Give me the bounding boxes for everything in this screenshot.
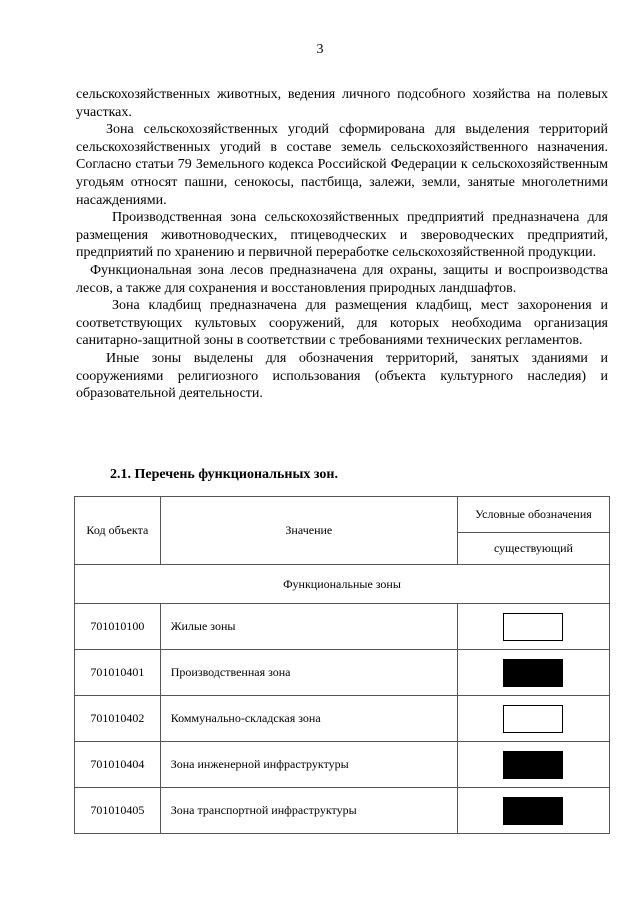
row-code: 701010402 (75, 696, 161, 742)
row-name: Производственная зона (160, 650, 457, 696)
header-existing: существующий (457, 533, 609, 565)
row-code: 701010405 (75, 788, 161, 834)
table-row (75, 696, 610, 742)
row-symbol (457, 650, 609, 696)
paragraph-3: Производственная зона сельскохозяйственных предприятий предназначена для размещения животноводческих, птицеводческих и звероводческих предприятий, предприятий по хранению и первичной переработке сельскохозяйственной продукции. (76, 210, 608, 261)
row-code: 701010404 (75, 742, 161, 788)
row-name: Зона транспортной инфраструктуры (160, 788, 457, 834)
row-symbol (457, 742, 609, 788)
legend-swatch (503, 705, 563, 733)
table-row (75, 788, 610, 834)
paragraph-2: Зона сельскохозяйственных угодий сформирована для выделения территорий сельскохозяйственных угодий в составе земель сельскохозяйственного назначения. Согласно статьи 79 Земельного кодекса Российской Федерации к сельскохозяйственным угодьям относят пашни, сенокосы, пастбища, залежи, земли, занятые многолетними насаждениями. (76, 122, 608, 208)
table-row (75, 742, 610, 788)
body-text (76, 86, 608, 403)
header-value: Значение (160, 497, 457, 565)
row-symbol (457, 788, 609, 834)
paragraph-6: Иные зоны выделены для обозначения территорий, занятых зданиями и сооружениями религиозного использования (объекта культурного наследия) и образовательной деятельности. (76, 350, 608, 402)
row-code: 701010401 (75, 650, 161, 696)
section-title: 2.1. Перечень функциональных зон. (110, 467, 338, 482)
zones-table (74, 496, 610, 834)
table-row (75, 604, 610, 650)
header-symbols: Условные обозначения (457, 497, 609, 533)
row-symbol (457, 604, 609, 650)
legend-swatch (503, 613, 563, 641)
page-number: 3 (316, 42, 324, 57)
row-code: 701010100 (75, 604, 161, 650)
paragraph-1: сельскохозяйственных животных, ведения личного подсобного хозяйства на полевых участках. (76, 87, 608, 120)
row-name: Зона инженерной инфраструктуры (160, 742, 457, 788)
row-symbol (457, 696, 609, 742)
group-title: Функциональные зоны (75, 565, 610, 604)
table-row (75, 650, 610, 696)
paragraph-5: Зона кладбищ предназначена для размещения кладбищ, мест захоронения и соответствующих культовых сооружений, для которых необходима организация санитарно-защитной зоны в соответствии с требованиями технических регламентов. (76, 298, 608, 349)
row-name: Жилые зоны (160, 604, 457, 650)
row-name: Коммунально-складская зона (160, 696, 457, 742)
legend-swatch (503, 797, 563, 825)
legend-swatch (503, 751, 563, 779)
legend-swatch (503, 659, 563, 687)
paragraph-4: Функциональная зона лесов предназначена для охраны, защиты и воспроизводства лесов, а также для сохранения и восстановления природных ландшафтов. (76, 262, 608, 296)
header-code: Код объекта (75, 497, 161, 565)
